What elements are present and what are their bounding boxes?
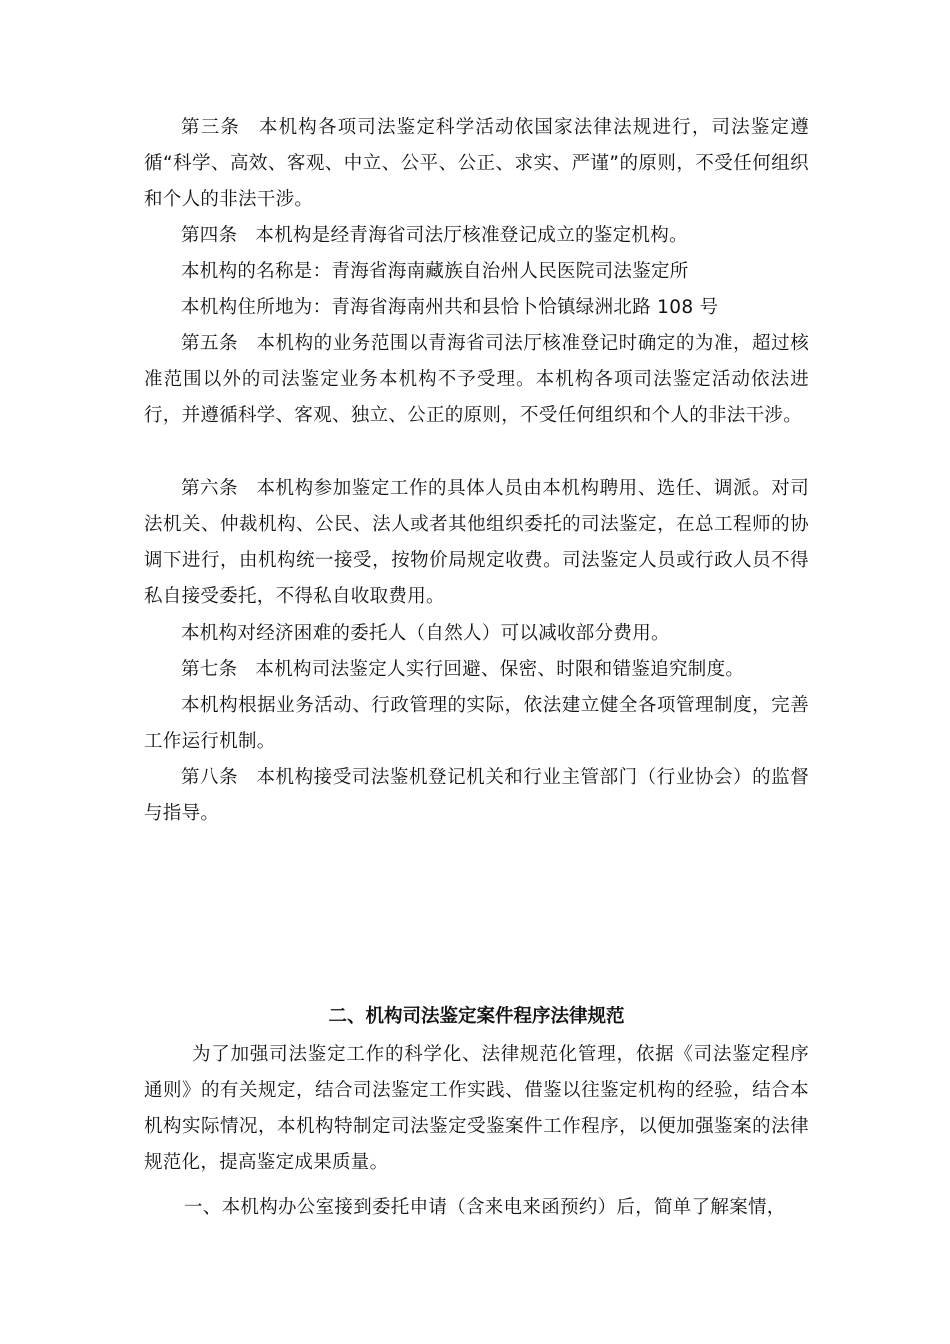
procedure-item-1: 一、本机构办公室接到委托申请（含来电来函预约）后，简单了解案情， — [184, 1197, 786, 1218]
article-7-title: 第七条 — [181, 659, 238, 680]
section-heading: 二、机构司法鉴定案件程序法律规范 — [328, 1006, 625, 1027]
article-4-title: 第四条 — [181, 225, 238, 246]
management-system-line: 本机构根据业务活动、行政管理的实际，依法建立健全各项管理制度，完善工作运行机制。 — [144, 695, 809, 752]
article-8-title: 第八条 — [181, 767, 239, 788]
fee-reduction-line: 本机构对经济困难的委托人（自然人）可以减收部分费用。 — [181, 623, 670, 644]
article-7-text: 本机构司法鉴定人实行回避、保密、时限和错鉴追究制度。 — [255, 659, 745, 680]
article-6-text: 本机构参加鉴定工作的具体人员由本机构聘用、选任、调派。对司法机关、仲裁机构、公民、法人或者其他组织委托的司法鉴定，在总工程师的协调下进行，由机构统一接受，按物价局规定收费。司法鉴定人员或行政人员不得私自接受委托，不得私自收取费用。 — [144, 478, 809, 607]
article-6-title: 第六条 — [181, 478, 239, 499]
article-5 — [144, 326, 809, 434]
article-3-text: 本机构各项司法鉴定科学活动依国家法律法规进行，司法鉴定遵循“科学、高效、客观、中立、公平、公正、求实、严谨”的原则，不受任何组织和个人的非法干涉。 — [144, 117, 810, 210]
article-7 — [144, 652, 809, 688]
article-8-text: 本机构接受司法鉴机登记机关和行业主管部门（行业协会）的监督与指导。 — [144, 767, 809, 824]
article-6 — [144, 471, 809, 615]
article-3 — [144, 110, 809, 218]
article-4-text: 本机构是经青海省司法厅核准登记成立的鉴定机构。 — [255, 225, 688, 246]
article-4 — [144, 218, 809, 254]
article-5-text: 本机构的业务范围以青海省司法厅核准登记时确定的为准，超过核准范围以外的司法鉴定业务本机构不予受理。本机构各项司法鉴定活动依法进行，并遵循科学、客观、独立、公正的原则，不受任何组织和个人的非法干涉。 — [144, 333, 809, 426]
article-3-title: 第三条 — [181, 117, 241, 138]
article-8 — [144, 760, 809, 832]
institution-address-line: 本机构住所地为：青海省海南州共和县恰卜恰镇绿洲北路 108 号 — [181, 297, 719, 318]
institution-name-line: 本机构的名称是：青海省海南藏族自治州人民医院司法鉴定所 — [181, 261, 689, 282]
article-5-title: 第五条 — [181, 333, 239, 354]
section-intro: 为了加强司法鉴定工作的科学化、法律规范化管理，依据《司法鉴定程序通则》的有关规定，结合司法鉴定工作实践、借鉴以往鉴定机构的经验，结合本机构实际情况，本机构特制定司法鉴定受鉴案件工作程序，以便加强鉴案的法律规范化，提高鉴定成果质量。 — [144, 1044, 809, 1173]
